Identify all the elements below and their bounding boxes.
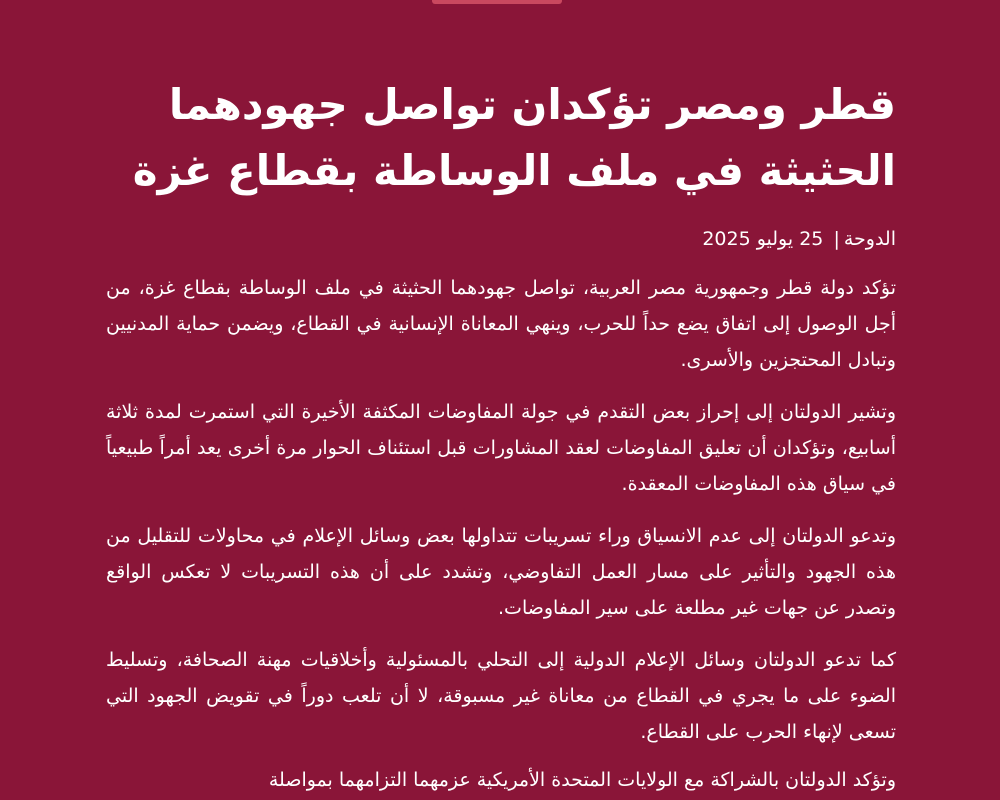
body-paragraph-1: تؤكد دولة قطر وجمهورية مصر العربية، تواصل جهودهما الحثيثة في ملف الوساطة بقطاع غزة، من أجل الوصول إلى اتفاق يضع حداً للحرب، وينهي المعاناة الإنسانية في القطاع، ويضمن حماية المدنيين وتبادل المحتجزين والأسرى. bbox=[106, 277, 896, 371]
body-paragraph-2: وتشير الدولتان إلى إحراز بعض التقدم في جولة المفاوضات المكثفة الأخيرة التي استمرت لمدة ثلاثة أسابيع، وتؤكدان أن تعليق المفاوضات لعقد المشاورات قبل استئناف الحوار مرة أخرى يعد أمراً طبيعياً في سياق هذه المفاوضات المعقدة. bbox=[106, 401, 896, 495]
body-paragraph-4: كما تدعو الدولتان وسائل الإعلام الدولية إلى التحلي بالمسئولية وأخلاقيات مهنة الصحافة، وتسليط الضوء على ما يجري في القطاع من معاناة غير مسبوقة، لا أن تلعب دوراً في تقويض الجهود التي تسعى لإنهاء الحرب على القطاع. bbox=[106, 649, 896, 743]
dateline-separator: | bbox=[833, 228, 840, 250]
headline: قطر ومصر تؤكدان تواصل جهودهما الحثيثة في ملف الوساطة بقطاع غزة bbox=[132, 80, 896, 195]
top-accent-tab bbox=[432, 0, 562, 4]
press-release-article bbox=[106, 72, 896, 798]
dateline-city: الدوحة bbox=[843, 228, 896, 250]
dateline-date: 25 يوليو 2025 bbox=[702, 228, 824, 250]
body-paragraph-5: وتؤكد الدولتان بالشراكة مع الولايات المتحدة الأمريكية عزمهما التزامهما بمواصلة bbox=[268, 769, 896, 791]
dateline bbox=[106, 224, 896, 254]
body-paragraph-3: وتدعو الدولتان إلى عدم الانسياق وراء تسريبات تتداولها بعض وسائل الإعلام في محاولات للتقليل من هذه الجهود والتأثير على مسار العمل التفاوضي، وتشدد على أن هذه التسريبات لا تعكس الواقع وتصدر عن جهات غير مطلعة على سير المفاوضات. bbox=[106, 525, 896, 619]
